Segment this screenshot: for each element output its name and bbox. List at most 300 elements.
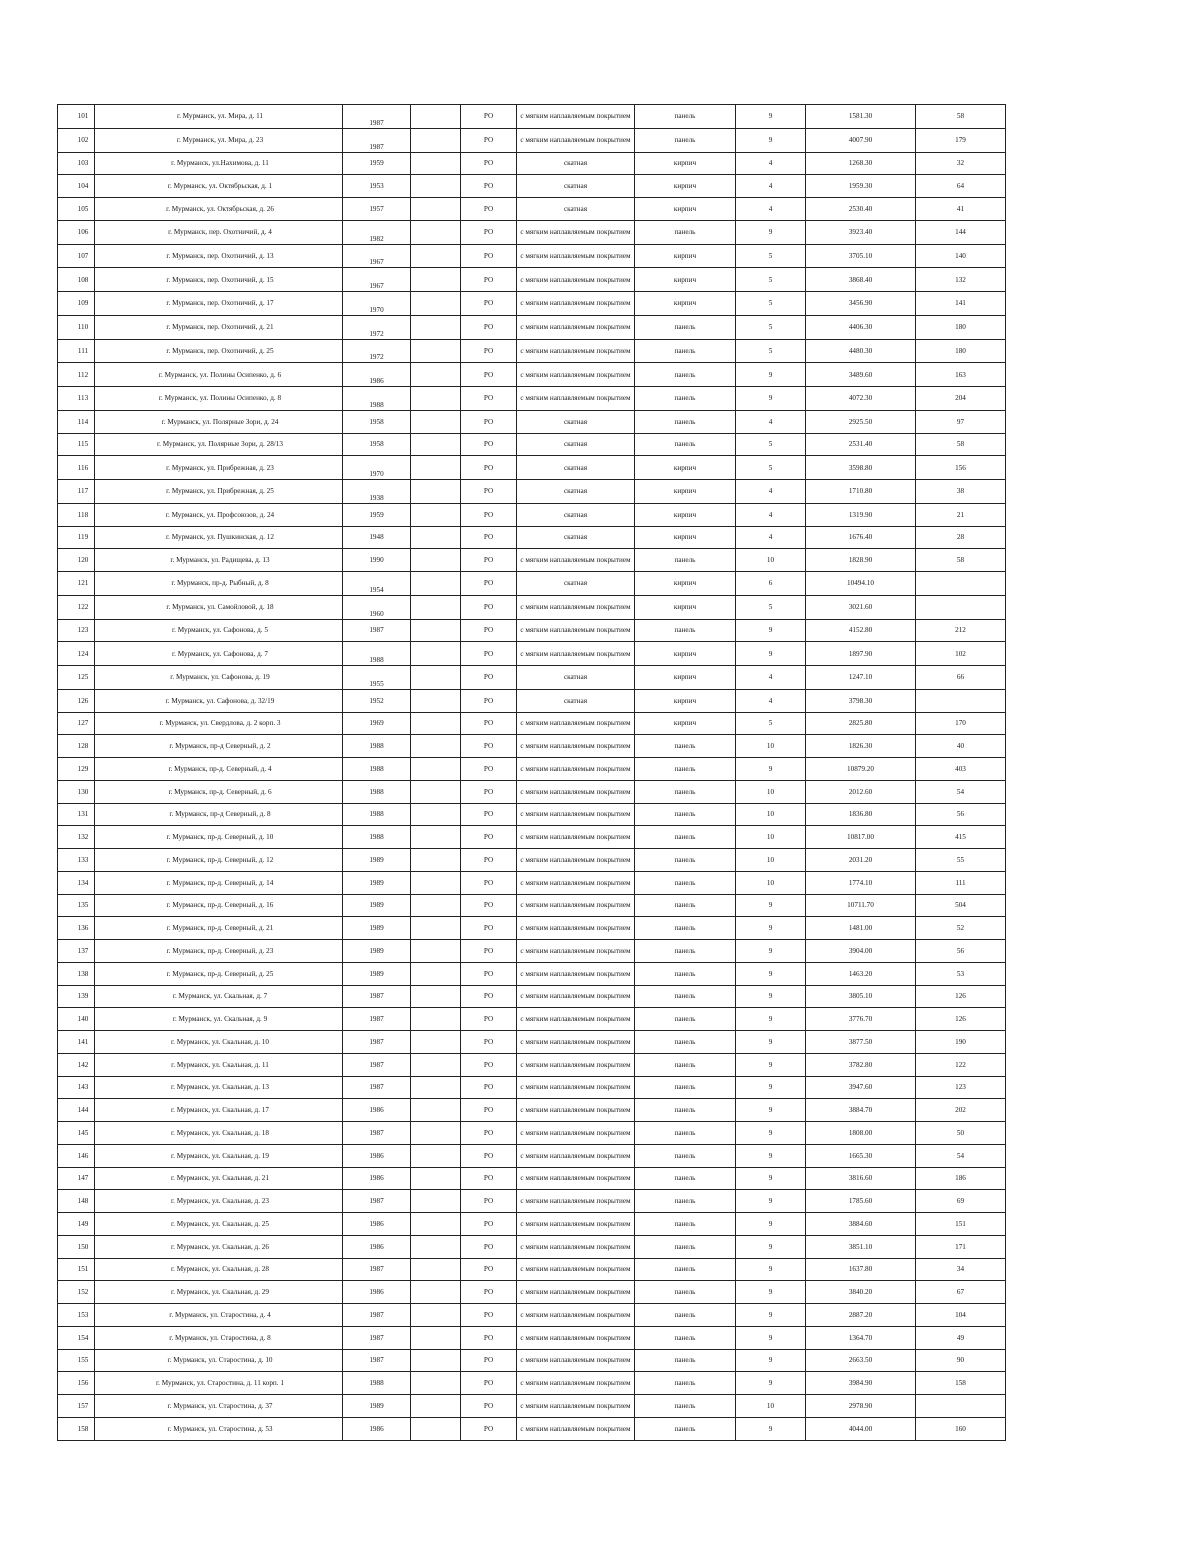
floors-cell: 4	[736, 666, 806, 690]
program-cell: РО	[461, 220, 517, 244]
row-number: 158	[58, 1417, 95, 1440]
residents-cell: 54	[916, 1144, 1006, 1167]
wall-material-cell: кирпич	[635, 198, 736, 221]
row-number: 129	[58, 758, 95, 781]
roof-type-cell: с мягким наплавляемым покрытием	[517, 128, 635, 152]
program-cell: РО	[461, 1099, 517, 1122]
roof-type-cell: с мягким наплавляемым покрытием	[517, 387, 635, 411]
year-built-cell: 1986	[343, 1144, 411, 1167]
row-number: 113	[58, 387, 95, 411]
residents-cell: 56	[916, 803, 1006, 826]
row-number: 125	[58, 666, 95, 690]
program-cell: РО	[461, 1258, 517, 1281]
area-cell: 2012.60	[806, 780, 916, 803]
roof-type-cell: с мягким наплавляемым покрытием	[517, 1053, 635, 1076]
table-row	[58, 268, 1006, 292]
address-cell: г. Мурманск, ул. Скальная, д. 29	[95, 1281, 343, 1304]
program-cell: РО	[461, 826, 517, 849]
roof-type-cell: с мягким наплавляемым покрытием	[517, 1167, 635, 1190]
area-cell: 4152.80	[806, 619, 916, 642]
floors-cell: 9	[736, 387, 806, 411]
year-built-cell: 1989	[343, 962, 411, 985]
row-number: 137	[58, 940, 95, 963]
area-cell: 3877.50	[806, 1031, 916, 1054]
roof-type-cell: с мягким наплавляемым покрытием	[517, 712, 635, 735]
empty-cell	[411, 1076, 461, 1099]
address-cell: г. Мурманск, ул. Старостина, д. 37	[95, 1395, 343, 1418]
year-built-cell: 1989	[343, 871, 411, 894]
floors-cell: 9	[736, 1326, 806, 1349]
area-cell: 1463.20	[806, 962, 916, 985]
address-cell: г. Мурманск, ул. Октябрьская, д. 26	[95, 198, 343, 221]
empty-cell	[411, 1417, 461, 1440]
wall-material-cell: панель	[635, 758, 736, 781]
program-cell: РО	[461, 1349, 517, 1372]
table-row	[58, 433, 1006, 456]
row-number: 136	[58, 917, 95, 940]
area-cell: 3868.40	[806, 268, 916, 292]
row-number: 139	[58, 985, 95, 1008]
address-cell: г. Мурманск, ул. Сафонова, д. 32/19	[95, 689, 343, 712]
residents-cell: 122	[916, 1053, 1006, 1076]
empty-cell	[411, 526, 461, 549]
table-row	[58, 220, 1006, 244]
table-row	[58, 871, 1006, 894]
year-built-cell: 1987	[343, 1190, 411, 1213]
roof-type-cell: с мягким наплавляемым покрытием	[517, 244, 635, 268]
year-built-cell: 1959	[343, 152, 411, 175]
program-cell: РО	[461, 985, 517, 1008]
row-number: 117	[58, 480, 95, 504]
residents-cell: 186	[916, 1167, 1006, 1190]
address-cell: г. Мурманск, ул. Прибрежная, д. 23	[95, 456, 343, 480]
residents-cell: 66	[916, 666, 1006, 690]
roof-type-cell: с мягким наплавляемым покрытием	[517, 292, 635, 316]
roof-type-cell: скатная	[517, 152, 635, 175]
program-cell: РО	[461, 152, 517, 175]
row-number: 112	[58, 363, 95, 387]
table-row	[58, 152, 1006, 175]
address-cell: г. Мурманск, ул. Мира, д. 11	[95, 105, 343, 129]
area-cell: 2925.50	[806, 410, 916, 433]
roof-type-cell: с мягким наплавляемым покрытием	[517, 1031, 635, 1054]
program-cell: РО	[461, 1281, 517, 1304]
wall-material-cell: панель	[635, 849, 736, 872]
area-cell: 3923.40	[806, 220, 916, 244]
floors-cell: 9	[736, 985, 806, 1008]
empty-cell	[411, 1395, 461, 1418]
residents-cell: 38	[916, 480, 1006, 504]
program-cell: РО	[461, 363, 517, 387]
year-built-cell: 1970	[343, 456, 411, 480]
row-number: 131	[58, 803, 95, 826]
area-cell: 4406.30	[806, 315, 916, 339]
roof-type-cell: с мягким наплавляемым покрытием	[517, 985, 635, 1008]
roof-type-cell: с мягким наплавляемым покрытием	[517, 549, 635, 572]
floors-cell: 9	[736, 619, 806, 642]
floors-cell: 9	[736, 1076, 806, 1099]
wall-material-cell: панель	[635, 433, 736, 456]
address-cell: г. Мурманск, ул. Скальная, д. 28	[95, 1258, 343, 1281]
wall-material-cell: панель	[635, 220, 736, 244]
wall-material-cell: кирпич	[635, 456, 736, 480]
table-row	[58, 1076, 1006, 1099]
program-cell: РО	[461, 503, 517, 526]
area-cell: 3705.10	[806, 244, 916, 268]
residents-cell: 204	[916, 387, 1006, 411]
year-built-cell: 1987	[343, 1053, 411, 1076]
table-row	[58, 780, 1006, 803]
residents-cell: 180	[916, 315, 1006, 339]
residents-cell: 212	[916, 619, 1006, 642]
wall-material-cell: кирпич	[635, 175, 736, 198]
empty-cell	[411, 433, 461, 456]
program-cell: РО	[461, 1395, 517, 1418]
wall-material-cell: панель	[635, 1167, 736, 1190]
floors-cell: 5	[736, 244, 806, 268]
row-number: 143	[58, 1076, 95, 1099]
empty-cell	[411, 666, 461, 690]
wall-material-cell: панель	[635, 940, 736, 963]
year-built-cell: 1989	[343, 940, 411, 963]
address-cell: г. Мурманск, ул. Скальная, д. 26	[95, 1235, 343, 1258]
year-built-cell: 1967	[343, 244, 411, 268]
residents-cell: 49	[916, 1326, 1006, 1349]
residents-cell: 171	[916, 1235, 1006, 1258]
row-number: 157	[58, 1395, 95, 1418]
empty-cell	[411, 387, 461, 411]
row-number: 145	[58, 1122, 95, 1145]
year-built-cell: 1972	[343, 339, 411, 363]
wall-material-cell: панель	[635, 1304, 736, 1327]
floors-cell: 5	[736, 292, 806, 316]
address-cell: г. Мурманск, ул. Мира, д. 23	[95, 128, 343, 152]
program-cell: РО	[461, 917, 517, 940]
floors-cell: 10	[736, 803, 806, 826]
table-row	[58, 689, 1006, 712]
wall-material-cell: панель	[635, 735, 736, 758]
area-cell: 10879.20	[806, 758, 916, 781]
floors-cell: 9	[736, 1235, 806, 1258]
empty-cell	[411, 1190, 461, 1213]
residents-cell: 55	[916, 849, 1006, 872]
roof-type-cell: с мягким наплавляемым покрытием	[517, 849, 635, 872]
row-number: 119	[58, 526, 95, 549]
year-built-cell: 1982	[343, 220, 411, 244]
residents-cell: 180	[916, 339, 1006, 363]
roof-type-cell: с мягким наплавляемым покрытием	[517, 758, 635, 781]
area-cell: 1581.30	[806, 105, 916, 129]
residents-cell: 34	[916, 1258, 1006, 1281]
row-number: 155	[58, 1349, 95, 1372]
row-number: 152	[58, 1281, 95, 1304]
table-row	[58, 642, 1006, 666]
table-row	[58, 1281, 1006, 1304]
area-cell: 1808.00	[806, 1122, 916, 1145]
program-cell: РО	[461, 849, 517, 872]
roof-type-cell: с мягким наплавляемым покрытием	[517, 1008, 635, 1031]
roof-type-cell: с мягким наплавляемым покрытием	[517, 780, 635, 803]
roof-type-cell: с мягким наплавляемым покрытием	[517, 642, 635, 666]
table-row	[58, 1304, 1006, 1327]
wall-material-cell: панель	[635, 339, 736, 363]
address-cell: г. Мурманск, ул. Скальная, д. 21	[95, 1167, 343, 1190]
row-number: 106	[58, 220, 95, 244]
roof-type-cell: скатная	[517, 410, 635, 433]
program-cell: РО	[461, 339, 517, 363]
floors-cell: 9	[736, 1417, 806, 1440]
address-cell: г. Мурманск, пр-д. Северный, д. 14	[95, 871, 343, 894]
floors-cell: 4	[736, 503, 806, 526]
residents-cell: 41	[916, 198, 1006, 221]
address-cell: г. Мурманск, пер. Охотничий, д. 15	[95, 268, 343, 292]
residents-cell	[916, 689, 1006, 712]
row-number: 110	[58, 315, 95, 339]
row-number: 107	[58, 244, 95, 268]
roof-type-cell: скатная	[517, 572, 635, 596]
floors-cell: 10	[736, 849, 806, 872]
floors-cell: 10	[736, 549, 806, 572]
address-cell: г. Мурманск, ул. Прибрежная, д. 25	[95, 480, 343, 504]
residents-cell	[916, 595, 1006, 619]
address-cell: г. Мурманск, ул. Полярные Зори, д. 28/13	[95, 433, 343, 456]
wall-material-cell: панель	[635, 619, 736, 642]
program-cell: РО	[461, 128, 517, 152]
address-cell: г. Мурманск, пр-д. Северный, д. 21	[95, 917, 343, 940]
floors-cell: 5	[736, 339, 806, 363]
empty-cell	[411, 480, 461, 504]
residents-cell: 202	[916, 1099, 1006, 1122]
address-cell: г. Мурманск, пер. Охотничий, д. 25	[95, 339, 343, 363]
residents-cell: 151	[916, 1213, 1006, 1236]
roof-type-cell: с мягким наплавляемым покрытием	[517, 1122, 635, 1145]
year-built-cell: 1988	[343, 642, 411, 666]
table-row	[58, 1258, 1006, 1281]
table-row	[58, 826, 1006, 849]
row-number: 148	[58, 1190, 95, 1213]
floors-cell: 4	[736, 526, 806, 549]
empty-cell	[411, 1122, 461, 1145]
year-built-cell: 1987	[343, 1326, 411, 1349]
address-cell: г. Мурманск, ул. Старостина, д. 8	[95, 1326, 343, 1349]
wall-material-cell: панель	[635, 871, 736, 894]
address-cell: г. Мурманск, пр-д. Северный, д. 16	[95, 894, 343, 917]
area-cell: 4044.00	[806, 1417, 916, 1440]
wall-material-cell: панель	[635, 387, 736, 411]
roof-type-cell: с мягким наплавляемым покрытием	[517, 1190, 635, 1213]
year-built-cell: 1987	[343, 105, 411, 129]
empty-cell	[411, 871, 461, 894]
empty-cell	[411, 826, 461, 849]
empty-cell	[411, 1053, 461, 1076]
address-cell: г. Мурманск, пр-д. Рыбный, д. 8	[95, 572, 343, 596]
row-number: 118	[58, 503, 95, 526]
area-cell: 1897.90	[806, 642, 916, 666]
year-built-cell: 1948	[343, 526, 411, 549]
address-cell: г. Мурманск, ул. Старостина, д. 11 корп. 1	[95, 1372, 343, 1395]
wall-material-cell: панель	[635, 962, 736, 985]
table-row	[58, 1190, 1006, 1213]
row-number: 153	[58, 1304, 95, 1327]
program-cell: РО	[461, 642, 517, 666]
roof-type-cell: скатная	[517, 175, 635, 198]
row-number: 132	[58, 826, 95, 849]
area-cell: 1676.40	[806, 526, 916, 549]
area-cell: 1828.90	[806, 549, 916, 572]
floors-cell: 9	[736, 917, 806, 940]
area-cell: 3816.60	[806, 1167, 916, 1190]
floors-cell: 10	[736, 1395, 806, 1418]
area-cell: 4480.30	[806, 339, 916, 363]
table-row	[58, 128, 1006, 152]
roof-type-cell: скатная	[517, 480, 635, 504]
empty-cell	[411, 503, 461, 526]
table-row	[58, 1008, 1006, 1031]
empty-cell	[411, 456, 461, 480]
address-cell: г. Мурманск, пр-д Северный, д. 2	[95, 735, 343, 758]
roof-type-cell: скатная	[517, 526, 635, 549]
program-cell: РО	[461, 105, 517, 129]
empty-cell	[411, 1281, 461, 1304]
area-cell: 3456.90	[806, 292, 916, 316]
table-row	[58, 894, 1006, 917]
area-cell: 1959.30	[806, 175, 916, 198]
table-row	[58, 1417, 1006, 1440]
year-built-cell: 1989	[343, 894, 411, 917]
empty-cell	[411, 1304, 461, 1327]
address-cell: г. Мурманск, пр-д. Северный, д. 6	[95, 780, 343, 803]
area-cell: 3798.30	[806, 689, 916, 712]
address-cell: г. Мурманск, пер. Охотничий, д. 4	[95, 220, 343, 244]
roof-type-cell: с мягким наплавляемым покрытием	[517, 105, 635, 129]
area-cell: 3489.60	[806, 363, 916, 387]
program-cell: РО	[461, 1008, 517, 1031]
wall-material-cell: панель	[635, 1281, 736, 1304]
program-cell: РО	[461, 666, 517, 690]
wall-material-cell: кирпич	[635, 292, 736, 316]
floors-cell: 5	[736, 712, 806, 735]
residents-cell: 160	[916, 1417, 1006, 1440]
empty-cell	[411, 595, 461, 619]
floors-cell: 4	[736, 198, 806, 221]
address-cell: г. Мурманск, ул.Нахимова, д. 11	[95, 152, 343, 175]
table-row	[58, 1372, 1006, 1395]
program-cell: РО	[461, 803, 517, 826]
program-cell: РО	[461, 871, 517, 894]
year-built-cell: 1938	[343, 480, 411, 504]
floors-cell: 9	[736, 220, 806, 244]
address-cell: г. Мурманск, ул. Полярные Зори, д. 24	[95, 410, 343, 433]
year-built-cell: 1987	[343, 985, 411, 1008]
empty-cell	[411, 849, 461, 872]
roof-type-cell: с мягким наплавляемым покрытием	[517, 315, 635, 339]
area-cell: 4007.90	[806, 128, 916, 152]
wall-material-cell: панель	[635, 1326, 736, 1349]
address-cell: г. Мурманск, ул. Скальная, д. 17	[95, 1099, 343, 1122]
table-row	[58, 1326, 1006, 1349]
program-cell: РО	[461, 198, 517, 221]
floors-cell: 9	[736, 1258, 806, 1281]
empty-cell	[411, 220, 461, 244]
residents-cell	[916, 1395, 1006, 1418]
area-cell: 1836.80	[806, 803, 916, 826]
table-row	[58, 549, 1006, 572]
residents-cell: 179	[916, 128, 1006, 152]
area-cell: 1665.30	[806, 1144, 916, 1167]
residents-cell: 97	[916, 410, 1006, 433]
year-built-cell: 1953	[343, 175, 411, 198]
address-cell: г. Мурманск, пр-д. Северный, д. 25	[95, 962, 343, 985]
wall-material-cell: панель	[635, 1213, 736, 1236]
wall-material-cell: кирпич	[635, 642, 736, 666]
empty-cell	[411, 962, 461, 985]
floors-cell: 4	[736, 175, 806, 198]
empty-cell	[411, 549, 461, 572]
wall-material-cell: кирпич	[635, 712, 736, 735]
residents-cell: 111	[916, 871, 1006, 894]
roof-type-cell: скатная	[517, 503, 635, 526]
table-row	[58, 1053, 1006, 1076]
wall-material-cell: кирпич	[635, 244, 736, 268]
wall-material-cell: панель	[635, 315, 736, 339]
row-number: 104	[58, 175, 95, 198]
program-cell: РО	[461, 410, 517, 433]
roof-type-cell: с мягким наплавляемым покрытием	[517, 735, 635, 758]
empty-cell	[411, 1235, 461, 1258]
wall-material-cell: панель	[635, 1099, 736, 1122]
roof-type-cell: с мягким наплавляемым покрытием	[517, 1281, 635, 1304]
row-number: 141	[58, 1031, 95, 1054]
area-cell: 3598.80	[806, 456, 916, 480]
roof-type-cell: с мягким наплавляемым покрытием	[517, 1213, 635, 1236]
area-cell: 1481.00	[806, 917, 916, 940]
residents-cell: 126	[916, 985, 1006, 1008]
row-number: 121	[58, 572, 95, 596]
empty-cell	[411, 758, 461, 781]
year-built-cell: 1958	[343, 433, 411, 456]
residents-cell: 163	[916, 363, 1006, 387]
area-cell: 2530.40	[806, 198, 916, 221]
roof-type-cell: с мягким наплавляемым покрытием	[517, 1326, 635, 1349]
program-cell: РО	[461, 1304, 517, 1327]
wall-material-cell: панель	[635, 1053, 736, 1076]
wall-material-cell: панель	[635, 1417, 736, 1440]
residents-cell: 40	[916, 735, 1006, 758]
table-row	[58, 940, 1006, 963]
table-row	[58, 619, 1006, 642]
address-cell: г. Мурманск, ул. Самойловой, д. 18	[95, 595, 343, 619]
row-number: 126	[58, 689, 95, 712]
program-cell: РО	[461, 735, 517, 758]
address-cell: г. Мурманск, ул. Свердлова, д. 2 корп. 3	[95, 712, 343, 735]
year-built-cell: 1986	[343, 1235, 411, 1258]
empty-cell	[411, 363, 461, 387]
program-cell: РО	[461, 387, 517, 411]
floors-cell: 10	[736, 780, 806, 803]
year-built-cell: 1988	[343, 780, 411, 803]
empty-cell	[411, 1258, 461, 1281]
row-number: 150	[58, 1235, 95, 1258]
empty-cell	[411, 1349, 461, 1372]
year-built-cell: 1987	[343, 1122, 411, 1145]
area-cell: 3984.90	[806, 1372, 916, 1395]
residents-cell: 58	[916, 549, 1006, 572]
year-built-cell: 1986	[343, 1281, 411, 1304]
roof-type-cell: с мягким наплавляемым покрытием	[517, 1076, 635, 1099]
empty-cell	[411, 642, 461, 666]
row-number: 140	[58, 1008, 95, 1031]
program-cell: РО	[461, 1122, 517, 1145]
